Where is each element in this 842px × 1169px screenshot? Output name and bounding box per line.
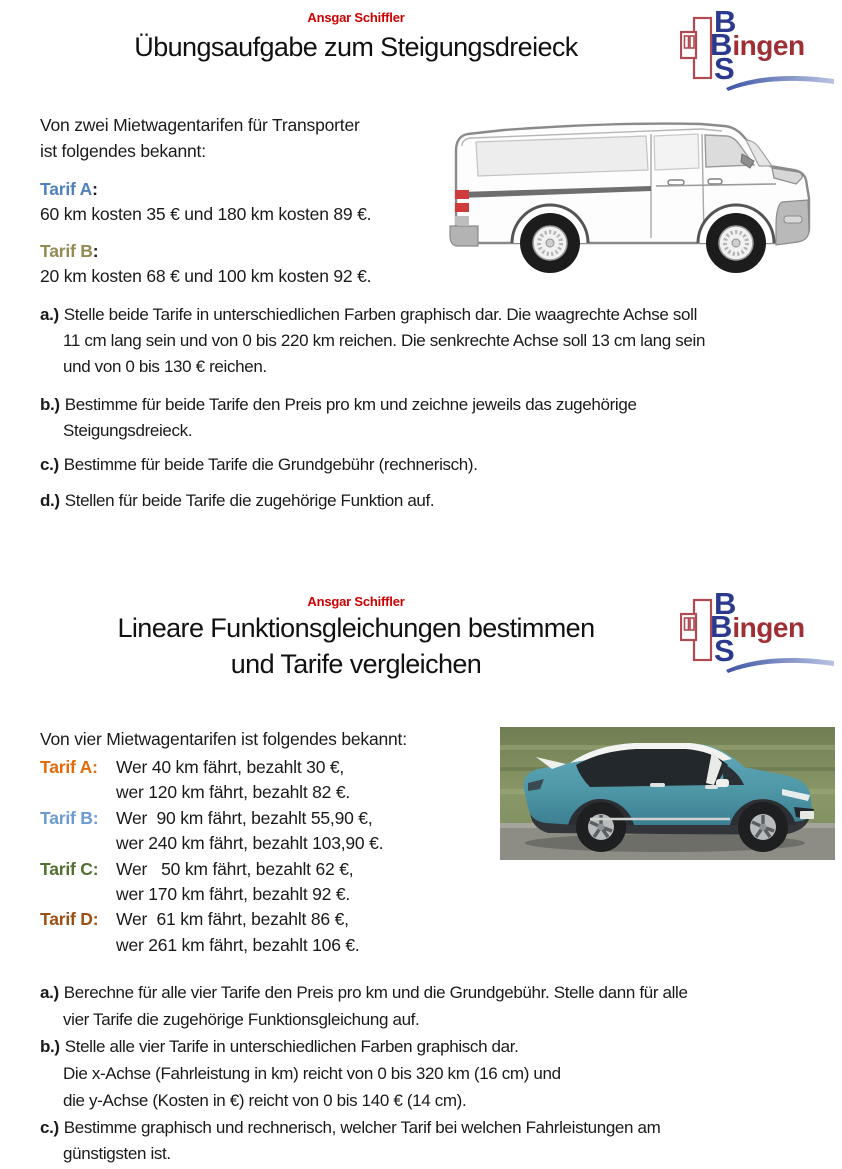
- item-marker: a.): [40, 305, 59, 324]
- tarif-c-line2: wer 170 km fährt, bezahlt 92 €.: [116, 884, 351, 905]
- tarif-a-line1: Wer 40 km fährt, bezahlt 30 €,: [116, 757, 345, 777]
- task-item-a2: [40, 980, 832, 1007]
- item-text: 11 cm lang sein und von 0 bis 220 km reichen. Die senkrechte Achse soll 13 cm lang sein: [63, 331, 706, 350]
- tarif-b-line1: Wer 90 km fährt, bezahlt 55,90 €,: [116, 807, 373, 828]
- item-marker: b.): [40, 395, 60, 414]
- tarif-d-line1: Wer 61 km fährt, bezahlt 86 €,: [116, 909, 349, 930]
- tarif-d-line2: wer 261 km fährt, bezahlt 106 €.: [116, 934, 360, 955]
- rear-wheel: [576, 802, 626, 852]
- tariff-row: [40, 882, 520, 907]
- logo-letter-b2: B: [710, 609, 733, 644]
- logo-swoosh-icon: [724, 72, 836, 92]
- item-text: Stelle beide Tarife in unterschiedlichen Farben graphisch dar. Die waagrechte Achse soll: [63, 305, 698, 324]
- item-text: Berechne für alle vier Tarife den Preis pro km und die Grundgebühr. Stelle dann für alle: [63, 983, 688, 1002]
- logo-letter-b1: B: [714, 586, 737, 621]
- item-text: vier Tarife die zugehörige Funktionsgleichung auf.: [63, 1009, 420, 1029]
- tariff-row: [40, 857, 520, 882]
- title-line-1: Lineare Funktionsgleichungen bestimmen: [117, 613, 595, 643]
- task-item-a1: [40, 302, 832, 380]
- rear-wheel: [520, 213, 580, 273]
- building-icon: [680, 16, 714, 80]
- bbs-bingen-logo: [676, 586, 836, 676]
- tarif-d-label: Tarif D:: [40, 909, 99, 930]
- item-marker: b.): [40, 1036, 60, 1056]
- tarif-b-name: Tarif B: [40, 241, 93, 261]
- building-icon: [680, 598, 714, 662]
- tariff-row: [40, 755, 520, 780]
- item-text: Bestimme graphisch und rechnerisch, welcher Tarif bei welchen Fahrleistungen am: [63, 1117, 661, 1137]
- task-item-b2: [40, 1034, 832, 1061]
- author-name-top: Ansgar Schiffler: [307, 10, 405, 25]
- item-marker: d.): [40, 491, 60, 510]
- tariff-row: [40, 780, 520, 805]
- item-marker: c.): [40, 1117, 59, 1137]
- intro-line: Von zwei Mietwagentarifen für Transporter: [40, 115, 360, 135]
- item-text: die y-Achse (Kosten in €) reicht von 0 bis 140 € (14 cm).: [63, 1090, 467, 1110]
- logo-letter-b2: B: [710, 27, 733, 62]
- tarif-a-name: Tarif A: [40, 179, 93, 199]
- front-wheel: [706, 213, 766, 273]
- logo-word-ingen: ingen: [732, 30, 805, 61]
- bbs-bingen-logo: [676, 4, 836, 94]
- logo-swoosh-icon: [724, 654, 836, 674]
- tarif-a-colon: :: [92, 179, 98, 199]
- item-marker: c.): [40, 455, 59, 474]
- suv-photo-image: [500, 727, 835, 860]
- item-text: Stelle alle vier Tarife in unterschiedlichen Farben graphisch dar.: [64, 1036, 519, 1056]
- logo-letter-s: S: [714, 633, 735, 668]
- intro-text-2: Von vier Mietwagentarifen ist folgendes bekannt:: [40, 729, 407, 749]
- task-item-d1: [40, 488, 832, 514]
- van-line-art-image: [446, 106, 816, 276]
- tarif-b-line2: wer 240 km fährt, bezahlt 103,90 €.: [116, 833, 384, 854]
- tarif-b-label: Tarif B:: [40, 807, 99, 828]
- tarif-b-colon: :: [92, 241, 99, 261]
- task-list-2: [40, 980, 832, 1168]
- task-item-c1: [40, 452, 832, 478]
- tariff-row: [40, 831, 520, 856]
- worksheet2-title: [0, 610, 712, 682]
- task-item-b1: [40, 392, 832, 444]
- tarif-a-label: [40, 179, 98, 200]
- tariff-row: [40, 806, 520, 831]
- tarif-a-label: Tarif A:: [40, 757, 98, 777]
- tarif-c-label: Tarif C:: [40, 858, 99, 879]
- item-text: Stellen für beide Tarife die zugehörige Funktion auf.: [64, 491, 435, 510]
- intro-line: ist folgendes bekannt:: [40, 140, 206, 161]
- item-text: und von 0 bis 130 € reichen.: [63, 357, 267, 376]
- item-marker: a.): [40, 983, 59, 1002]
- item-text: Die x-Achse (Fahrleistung in km) reicht von 0 bis 320 km (16 cm) und: [63, 1063, 561, 1083]
- logo-letter-s: S: [714, 51, 735, 86]
- item-text: Bestimme für beide Tarife den Preis pro km und zeichne jeweils das zugehörige: [64, 395, 637, 414]
- item-text: Bestimme für beide Tarife die Grundgebühr (rechnerisch).: [63, 455, 478, 474]
- item-text: Steigungsdreieck.: [63, 421, 193, 440]
- logo-letter-b1: B: [714, 4, 737, 39]
- worksheet1-title: Übungsaufgabe zum Steigungsdreieck: [134, 32, 578, 62]
- tarif-c-line1: Wer 50 km fährt, bezahlt 62 €,: [116, 858, 354, 879]
- front-wheel: [738, 802, 788, 852]
- tarif-b-values: 20 km kosten 68 € und 100 km kosten 92 €.: [40, 266, 372, 286]
- tariff-row: [40, 907, 520, 932]
- tarif-a-values: 60 km kosten 35 € und 180 km kosten 89 €.: [40, 204, 372, 224]
- tarif-b-label: [40, 241, 98, 262]
- logo-word-ingen: ingen: [732, 612, 805, 643]
- tarif-a-line2: wer 120 km fährt, bezahlt 82 €.: [116, 782, 351, 803]
- tariff-row: [40, 933, 520, 958]
- task-item-c2: [40, 1115, 832, 1142]
- intro-text-1: [40, 113, 360, 164]
- author-name-bottom: Ansgar Schiffler: [307, 594, 405, 609]
- item-text: günstigsten ist.: [63, 1144, 171, 1164]
- tariff-list: [40, 755, 520, 958]
- title-line-2: und Tarife vergleichen: [230, 649, 482, 679]
